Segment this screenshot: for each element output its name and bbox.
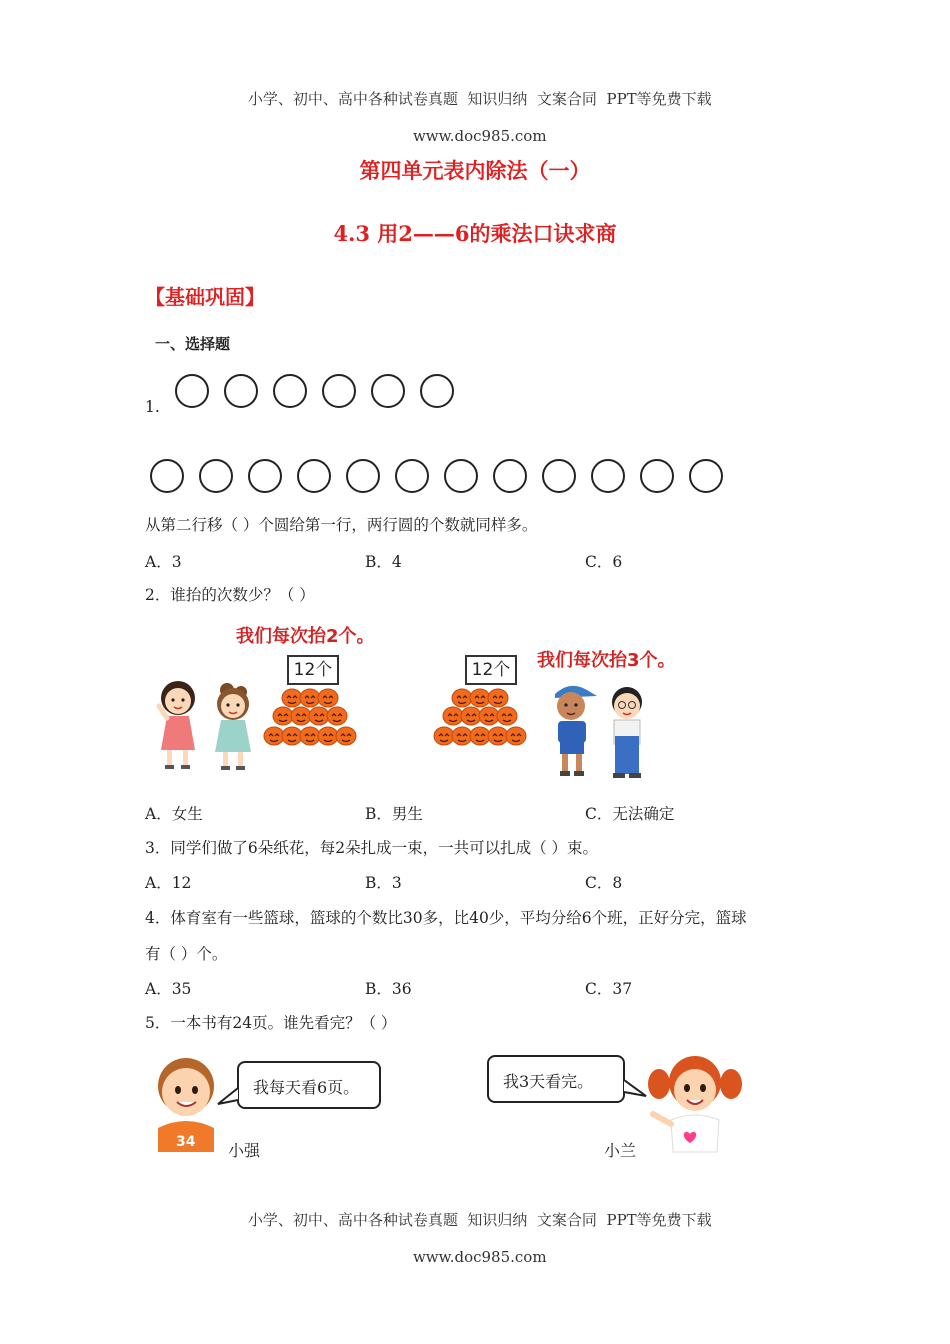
q3-text: 3．同学们做了6朵纸花，每2朵扎成一束，一共可以扎成（ ）束。	[145, 839, 599, 857]
page-header	[0, 70, 950, 145]
circle	[420, 374, 454, 408]
section-heading: 【基础巩固】	[145, 285, 265, 309]
circle	[346, 459, 380, 493]
pumpkin	[291, 707, 311, 725]
pumpkin-pile-right	[432, 686, 530, 758]
circle	[248, 459, 282, 493]
q3-option-b[interactable]: B．3	[365, 874, 402, 892]
q1-number: 1.	[145, 398, 160, 416]
circle	[175, 374, 209, 408]
pumpkin	[264, 727, 284, 745]
circle	[542, 459, 576, 493]
pumpkin	[318, 727, 338, 745]
xiaoqiang-illustration	[150, 1052, 222, 1154]
q1-option-b[interactable]: B．4	[365, 553, 402, 571]
pumpkin	[452, 689, 472, 707]
q2-option-a[interactable]: A．女生	[145, 805, 203, 823]
right-bubble-text: 我3天看完。	[503, 1072, 594, 1091]
pumpkin	[488, 727, 508, 745]
pumpkin	[497, 707, 517, 725]
circle-row-2	[150, 459, 740, 495]
circle	[444, 459, 478, 493]
q1-option-c[interactable]: C．6	[585, 553, 623, 571]
circle	[322, 374, 356, 408]
pumpkin	[282, 727, 302, 745]
left-count-sign: 12个	[287, 655, 339, 685]
footer-site[interactable]: www.doc985.com	[412, 1248, 547, 1266]
q4-option-c[interactable]: C．37	[585, 980, 633, 998]
circle	[493, 459, 527, 493]
name-xiaoqiang: 小强	[228, 1141, 261, 1160]
circle	[224, 374, 258, 408]
pumpkin	[282, 689, 302, 707]
circle	[395, 459, 429, 493]
page-footer	[0, 1191, 950, 1266]
pumpkin	[443, 707, 463, 725]
boys-speech: 我们每次抬3个。	[537, 650, 676, 671]
footer-text: 小学、初中、高中各种试卷真题 知识归纳 文案合同 PPT等免费下载	[247, 1211, 712, 1229]
circle	[199, 459, 233, 493]
circle	[297, 459, 331, 493]
circle	[591, 459, 625, 493]
pumpkin	[273, 707, 293, 725]
q3-option-a[interactable]: A．12	[145, 874, 192, 892]
right-speech-bubble	[487, 1055, 625, 1103]
circle	[273, 374, 307, 408]
circle	[689, 459, 723, 493]
shirt-number: 34	[176, 1134, 196, 1150]
pumpkin	[300, 689, 320, 707]
girls-speech: 我们每次抬2个。	[236, 626, 375, 647]
right-count-sign: 12个	[465, 655, 517, 685]
circle	[371, 374, 405, 408]
q4-text-line2: 有（ ）个。	[145, 945, 228, 963]
xiaolan-illustration	[645, 1048, 745, 1154]
q4-option-a[interactable]: A．35	[145, 980, 192, 998]
left-speech-bubble	[237, 1061, 381, 1109]
pumpkin	[327, 707, 347, 725]
lesson-title: 4.3 用2——6的乘法口诀求商	[333, 221, 617, 246]
pumpkin	[488, 689, 508, 707]
pumpkin-pile-left	[262, 686, 360, 758]
boys-illustration	[545, 676, 660, 780]
q5-text: 5．一本书有24页。谁先看完？（ ）	[145, 1014, 397, 1032]
part-heading: 一、选择题	[155, 335, 231, 353]
pumpkin	[470, 727, 490, 745]
pumpkin	[479, 707, 499, 725]
circle	[150, 459, 184, 493]
q2-text: 2．谁抬的次数少？（ ）	[145, 586, 315, 604]
header-site[interactable]: www.doc985.com	[412, 127, 547, 145]
circle	[640, 459, 674, 493]
circle-row-1	[175, 374, 475, 410]
q4-text-line1: 4．体育室有一些篮球，篮球的个数比30多，比40少，平均分给6个班，正好分完，篮球	[145, 909, 747, 927]
q4-option-b[interactable]: B．36	[365, 980, 412, 998]
header-text: 小学、初中、高中各种试卷真题 知识归纳 文案合同 PPT等免费下载	[247, 90, 712, 108]
unit-title: 第四单元表内除法（一）	[359, 158, 591, 183]
name-xiaolan: 小兰	[604, 1141, 637, 1160]
pumpkin	[309, 707, 329, 725]
q1-text: 从第二行移（ ）个圆给第一行，两行圆的个数就同样多。	[145, 516, 538, 534]
pumpkin	[300, 727, 320, 745]
q2-option-c[interactable]: C．无法确定	[585, 805, 675, 823]
left-bubble-text: 我每天看6页。	[253, 1078, 360, 1097]
pumpkin	[470, 689, 490, 707]
q3-option-c[interactable]: C．8	[585, 874, 623, 892]
pumpkin	[336, 727, 356, 745]
left-bubble-tail	[216, 1086, 240, 1110]
pumpkin	[434, 727, 454, 745]
pumpkin	[461, 707, 481, 725]
pumpkin	[506, 727, 526, 745]
girls-illustration	[145, 668, 260, 773]
q1-option-a[interactable]: A．3	[145, 553, 182, 571]
pumpkin	[318, 689, 338, 707]
pumpkin	[452, 727, 472, 745]
q2-option-b[interactable]: B．男生	[365, 805, 423, 823]
